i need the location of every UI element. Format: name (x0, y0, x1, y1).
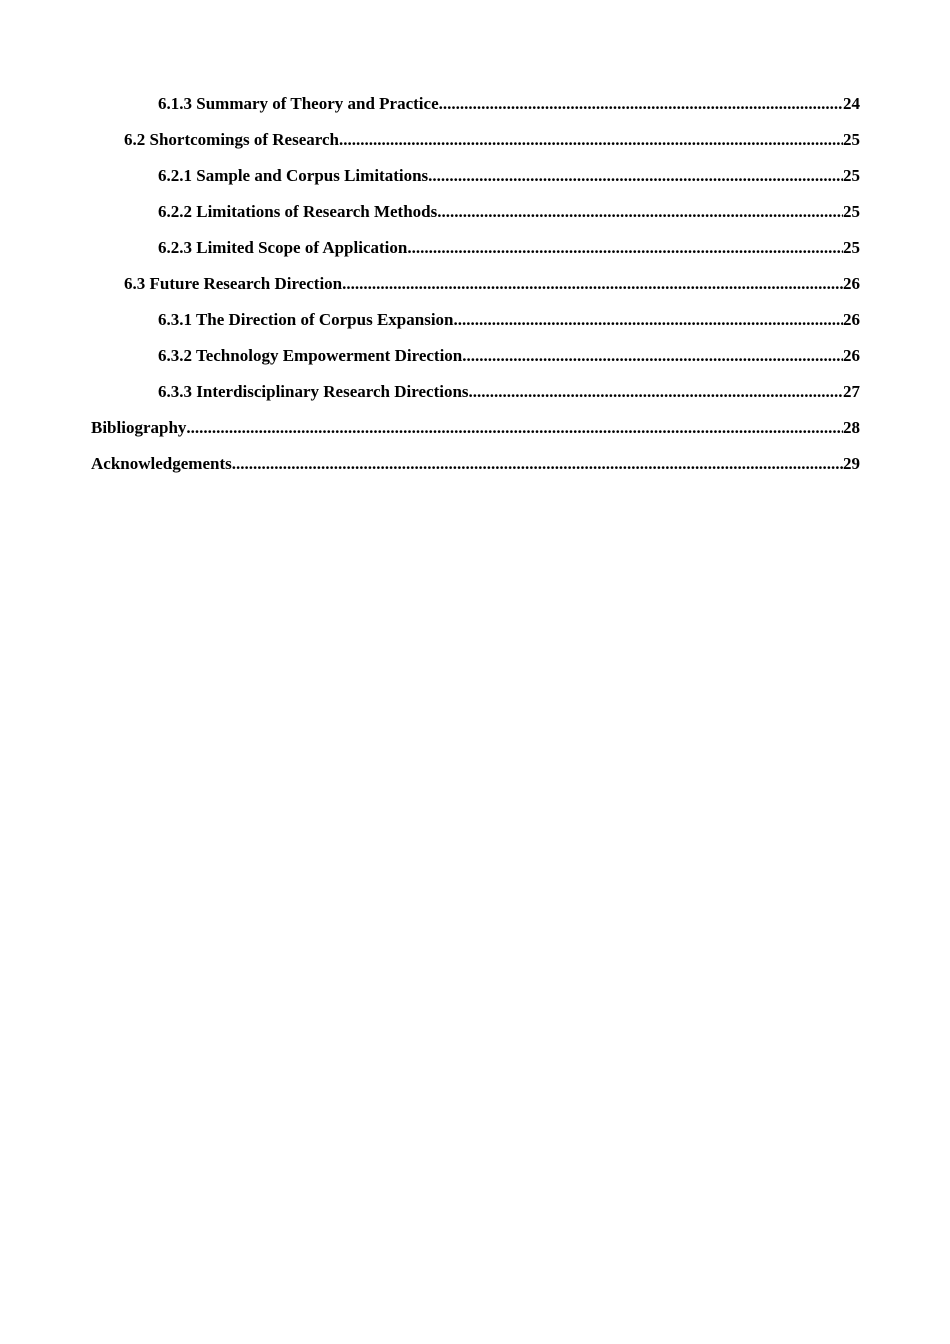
toc-page-number: 24 (843, 94, 860, 113)
toc-entry-6-1-3[interactable] (91, 90, 860, 126)
toc-entry-title: 6.2.2 Limitations of Research Methods (158, 202, 438, 221)
toc-dot-leader (428, 162, 843, 190)
toc-entry-6-2-3[interactable] (91, 234, 860, 270)
toc-dot-leader (186, 414, 843, 442)
toc-page-number: 25 (843, 238, 860, 257)
toc-entry-title: Bibliography (91, 418, 187, 437)
toc-entry-6-3-3[interactable] (91, 378, 860, 414)
toc-entry-title: 6.2 Shortcomings of Research (124, 130, 339, 149)
toc-entry-acknowledgements[interactable] (91, 450, 860, 486)
toc-page-number: 26 (843, 310, 860, 329)
toc-page-number: 25 (843, 166, 860, 185)
toc-entry-bibliography[interactable] (91, 414, 860, 450)
toc-dot-leader (407, 234, 843, 262)
toc-dot-leader (437, 198, 843, 226)
toc-dot-leader (339, 126, 843, 154)
toc-dot-leader (342, 270, 843, 298)
toc-page-number: 26 (843, 274, 860, 293)
toc-entry-title: 6.2.1 Sample and Corpus Limitations (158, 166, 429, 185)
toc-entry-title: 6.3.2 Technology Empowerment Direction (158, 346, 463, 365)
toc-page-number: 27 (843, 382, 860, 401)
toc-dot-leader (454, 306, 844, 334)
toc-entry-6-2[interactable] (91, 126, 860, 162)
toc-entry-6-2-2[interactable] (91, 198, 860, 234)
toc-entry-title: 6.3 Future Research Direction (124, 274, 343, 293)
toc-dot-leader (232, 450, 843, 478)
toc-page-number: 25 (843, 202, 860, 221)
toc-dot-leader (462, 342, 843, 370)
toc-page-number: 25 (843, 130, 860, 149)
toc-entry-6-2-1[interactable] (91, 162, 860, 198)
toc-page-number: 28 (843, 418, 860, 437)
toc-entry-title: 6.1.3 Summary of Theory and Practice (158, 94, 439, 113)
toc-entry-6-3[interactable] (91, 270, 860, 306)
table-of-contents (91, 90, 860, 486)
toc-dot-leader (469, 378, 843, 406)
toc-entry-title: Acknowledgements (91, 454, 232, 473)
toc-entry-6-3-1[interactable] (91, 306, 860, 342)
toc-entry-title: 6.2.3 Limited Scope of Application (158, 238, 408, 257)
toc-entry-title: 6.3.3 Interdisciplinary Research Directions (158, 382, 469, 401)
toc-page-number: 29 (843, 454, 860, 473)
toc-entry-title: 6.3.1 The Direction of Corpus Expansion (158, 310, 454, 329)
toc-page-number: 26 (843, 346, 860, 365)
toc-dot-leader (439, 90, 843, 118)
toc-entry-6-3-2[interactable] (91, 342, 860, 378)
